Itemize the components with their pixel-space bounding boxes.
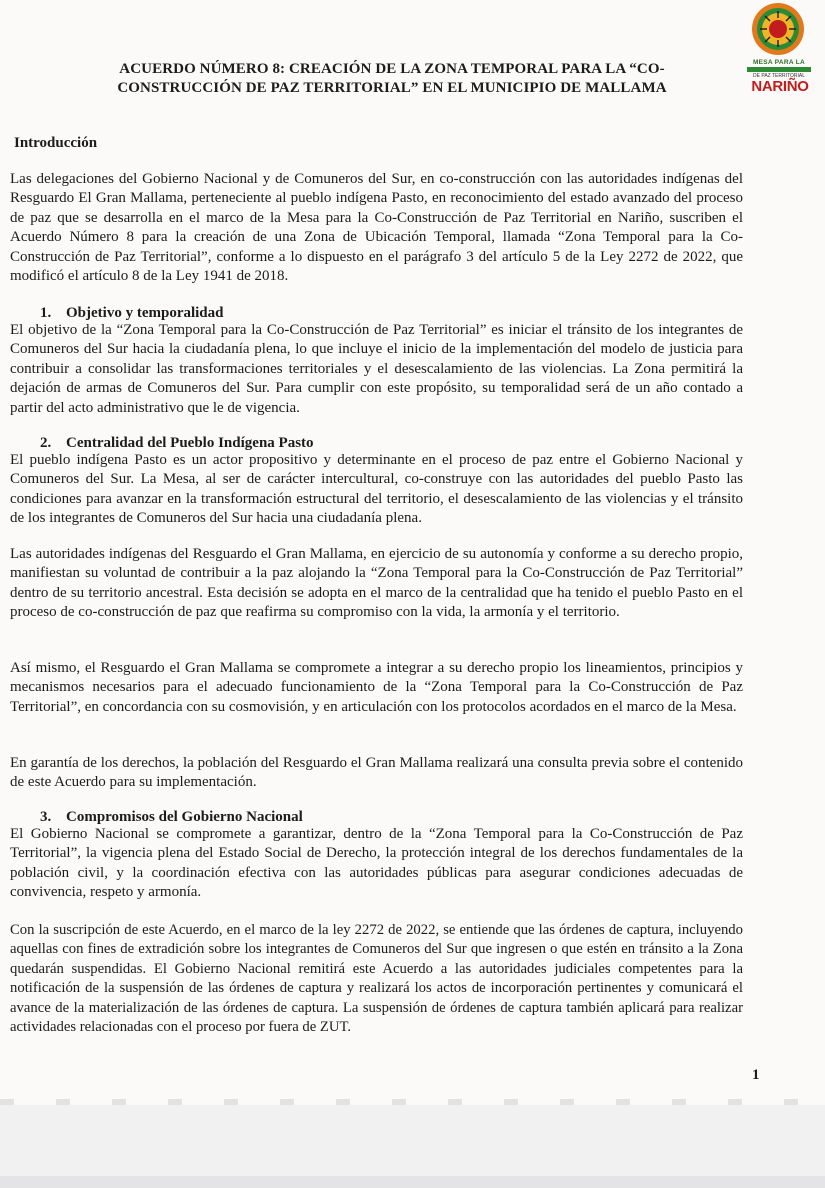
section-2-paragraph-2: Las autoridades indígenas del Resguardo el Gran Mallama, en ejercicio de su autonomía y conforme a su derecho propio, manifiestan su voluntad de contribuir a la paz alojando la “Zona Temporal para la Co-Construcción de Paz Territorial” dentro de su territorio ancestral. Esta decisión se adopta en el marco de la centralidad que ha tenido el pueblo Pasto en el proceso de co-construcción de paz que reafirma su compromiso con la vida, la armonía y el territorio. bbox=[10, 546, 743, 621]
section-2-number: 2. bbox=[40, 435, 52, 451]
intro-paragraph: Las delegaciones del Gobierno Nacional y de Comuneros del Sur, en co-construcción con las autoridades indígenas del Resguardo El Gran Mallama, perteneciente al pueblo indígena Pasto, en reconocimiento del estado avanzado del proceso de paz que se desarrolla en el marco de la Mesa para la Co-Construcción de Paz Territorial en Nariño, suscriben el Acuerdo Número 8 para la creación de una Zona de Ubicación Temporal, llamada “Zona Temporal para la Co-Construcción de Paz Territorial”, conforme a lo dispuesto en el parágrafo 3 del artículo 5 de la Ley 2272 de 2022, que modificó el artículo 8 de la Ley 1941 de 2018. bbox=[10, 171, 743, 285]
section-2-paragraph-1: El pueblo indígena Pasto es un actor propositivo y determinante en el proceso de paz entre el Gobierno Nacional y Comuneros del Sur. La Mesa, al ser de carácter intercultural, co-construye con las autoridades del pueblo Pasto las condiciones para avanzar en la transformación estructural del territorio, el desescalamiento de las violencias y el tránsito de los integrantes de Comuneros del Sur hacia una ciudadanía plena. bbox=[10, 452, 743, 527]
section-3-heading: Compromisos del Gobierno Nacional bbox=[66, 809, 303, 825]
section-3-paragraph-2: Con la suscripción de este Acuerdo, en el marco de la ley 2272 de 2022, se entiende que las órdenes de captura, incluyendo aquellas con fines de extradición sobre los integrantes de Comuneros del Sur que ingresen o que estén en tránsito a la Zona quedarán suspendidas. El Gobierno Nacional remitirá este Acuerdo a las autoridades judiciales competentes para la notificación de la suspensión de las órdenes de captura y realizará los actos de incorporación pertinentes y comunicará el avance de la materialización de las órdenes de captura. La suspensión de órdenes de captura también aplicará para realizar actividades relacionadas con el proceso por fuera de ZUT. bbox=[10, 922, 743, 1036]
section-1-number: 1. bbox=[40, 305, 52, 321]
viewer-bottom-strip bbox=[0, 1176, 825, 1188]
document-title: ACUERDO NÚMERO 8: CREACIÓN DE LA ZONA TEMPORAL PARA LA “CO-CONSTRUCCIÓN DE PAZ TERRITORIAL” EN EL MUNICIPIO DE MALLAMA bbox=[117, 61, 667, 96]
logo-green-bar bbox=[747, 67, 811, 72]
section-2-paragraph-3: Así mismo, el Resguardo el Gran Mallama se compromete a integrar a su derecho propio los lineamientos, principios y mecanismos necesarios para el adecuado funcionamiento de la “Zona Temporal para la Co-Construcción de Paz Territorial”, en concordancia con su cosmovisión, y en articulación con los protocolos acordados en el marco de la Mesa. bbox=[10, 660, 743, 715]
mesa-narino-logo bbox=[743, 2, 815, 98]
section-3-number: 3. bbox=[40, 809, 52, 825]
logo-narino-text: NARIÑO bbox=[751, 78, 809, 95]
section-3-paragraph-1: El Gobierno Nacional se compromete a garantizar, dentro de la “Zona Temporal para la Co-Construcción de Paz Territorial”, la vigencia plena del Estado Social de Derecho, la protección integral de los derechos fundamentales de la población civil, y la coordinación efectiva con las autoridades públicas para asegurar condiciones adecuadas de convivencia, respeto y armonía. bbox=[10, 826, 743, 901]
section-2-heading: Centralidad del Pueblo Indígena Pasto bbox=[66, 435, 314, 451]
page-number: 1 bbox=[752, 1067, 760, 1083]
sun-emblem-icon bbox=[751, 2, 805, 56]
section-2-paragraph-4: En garantía de los derechos, la población del Resguardo el Gran Mallama realizará una consulta previa sobre el contenido de este Acuerdo para su implementación. bbox=[10, 755, 743, 791]
intro-heading: Introducción bbox=[14, 135, 98, 151]
logo-sub-text: DE PAZ TERRITORIAL bbox=[753, 73, 805, 79]
section-1-paragraph-1: El objetivo de la “Zona Temporal para la Co-Construcción de Paz Territorial” es iniciar el tránsito de los integrantes de Comuneros del Sur hacia la ciudadanía plena, lo que incluye el inicio de la implementación del modelo de justicia para contribuir a consolidar las transformaciones territoriales y el desescalamiento de las violencias. La Zona permitirá la dejación de armas de Comuneros del Sur. Para cumplir con este propósito, su temporalidad será de un año contado a partir del acto administrativo que le de vigencia. bbox=[10, 322, 743, 416]
logo-mesa-text: MESA PARA LA bbox=[752, 59, 806, 66]
section-1-heading: Objetivo y temporalidad bbox=[66, 305, 224, 321]
